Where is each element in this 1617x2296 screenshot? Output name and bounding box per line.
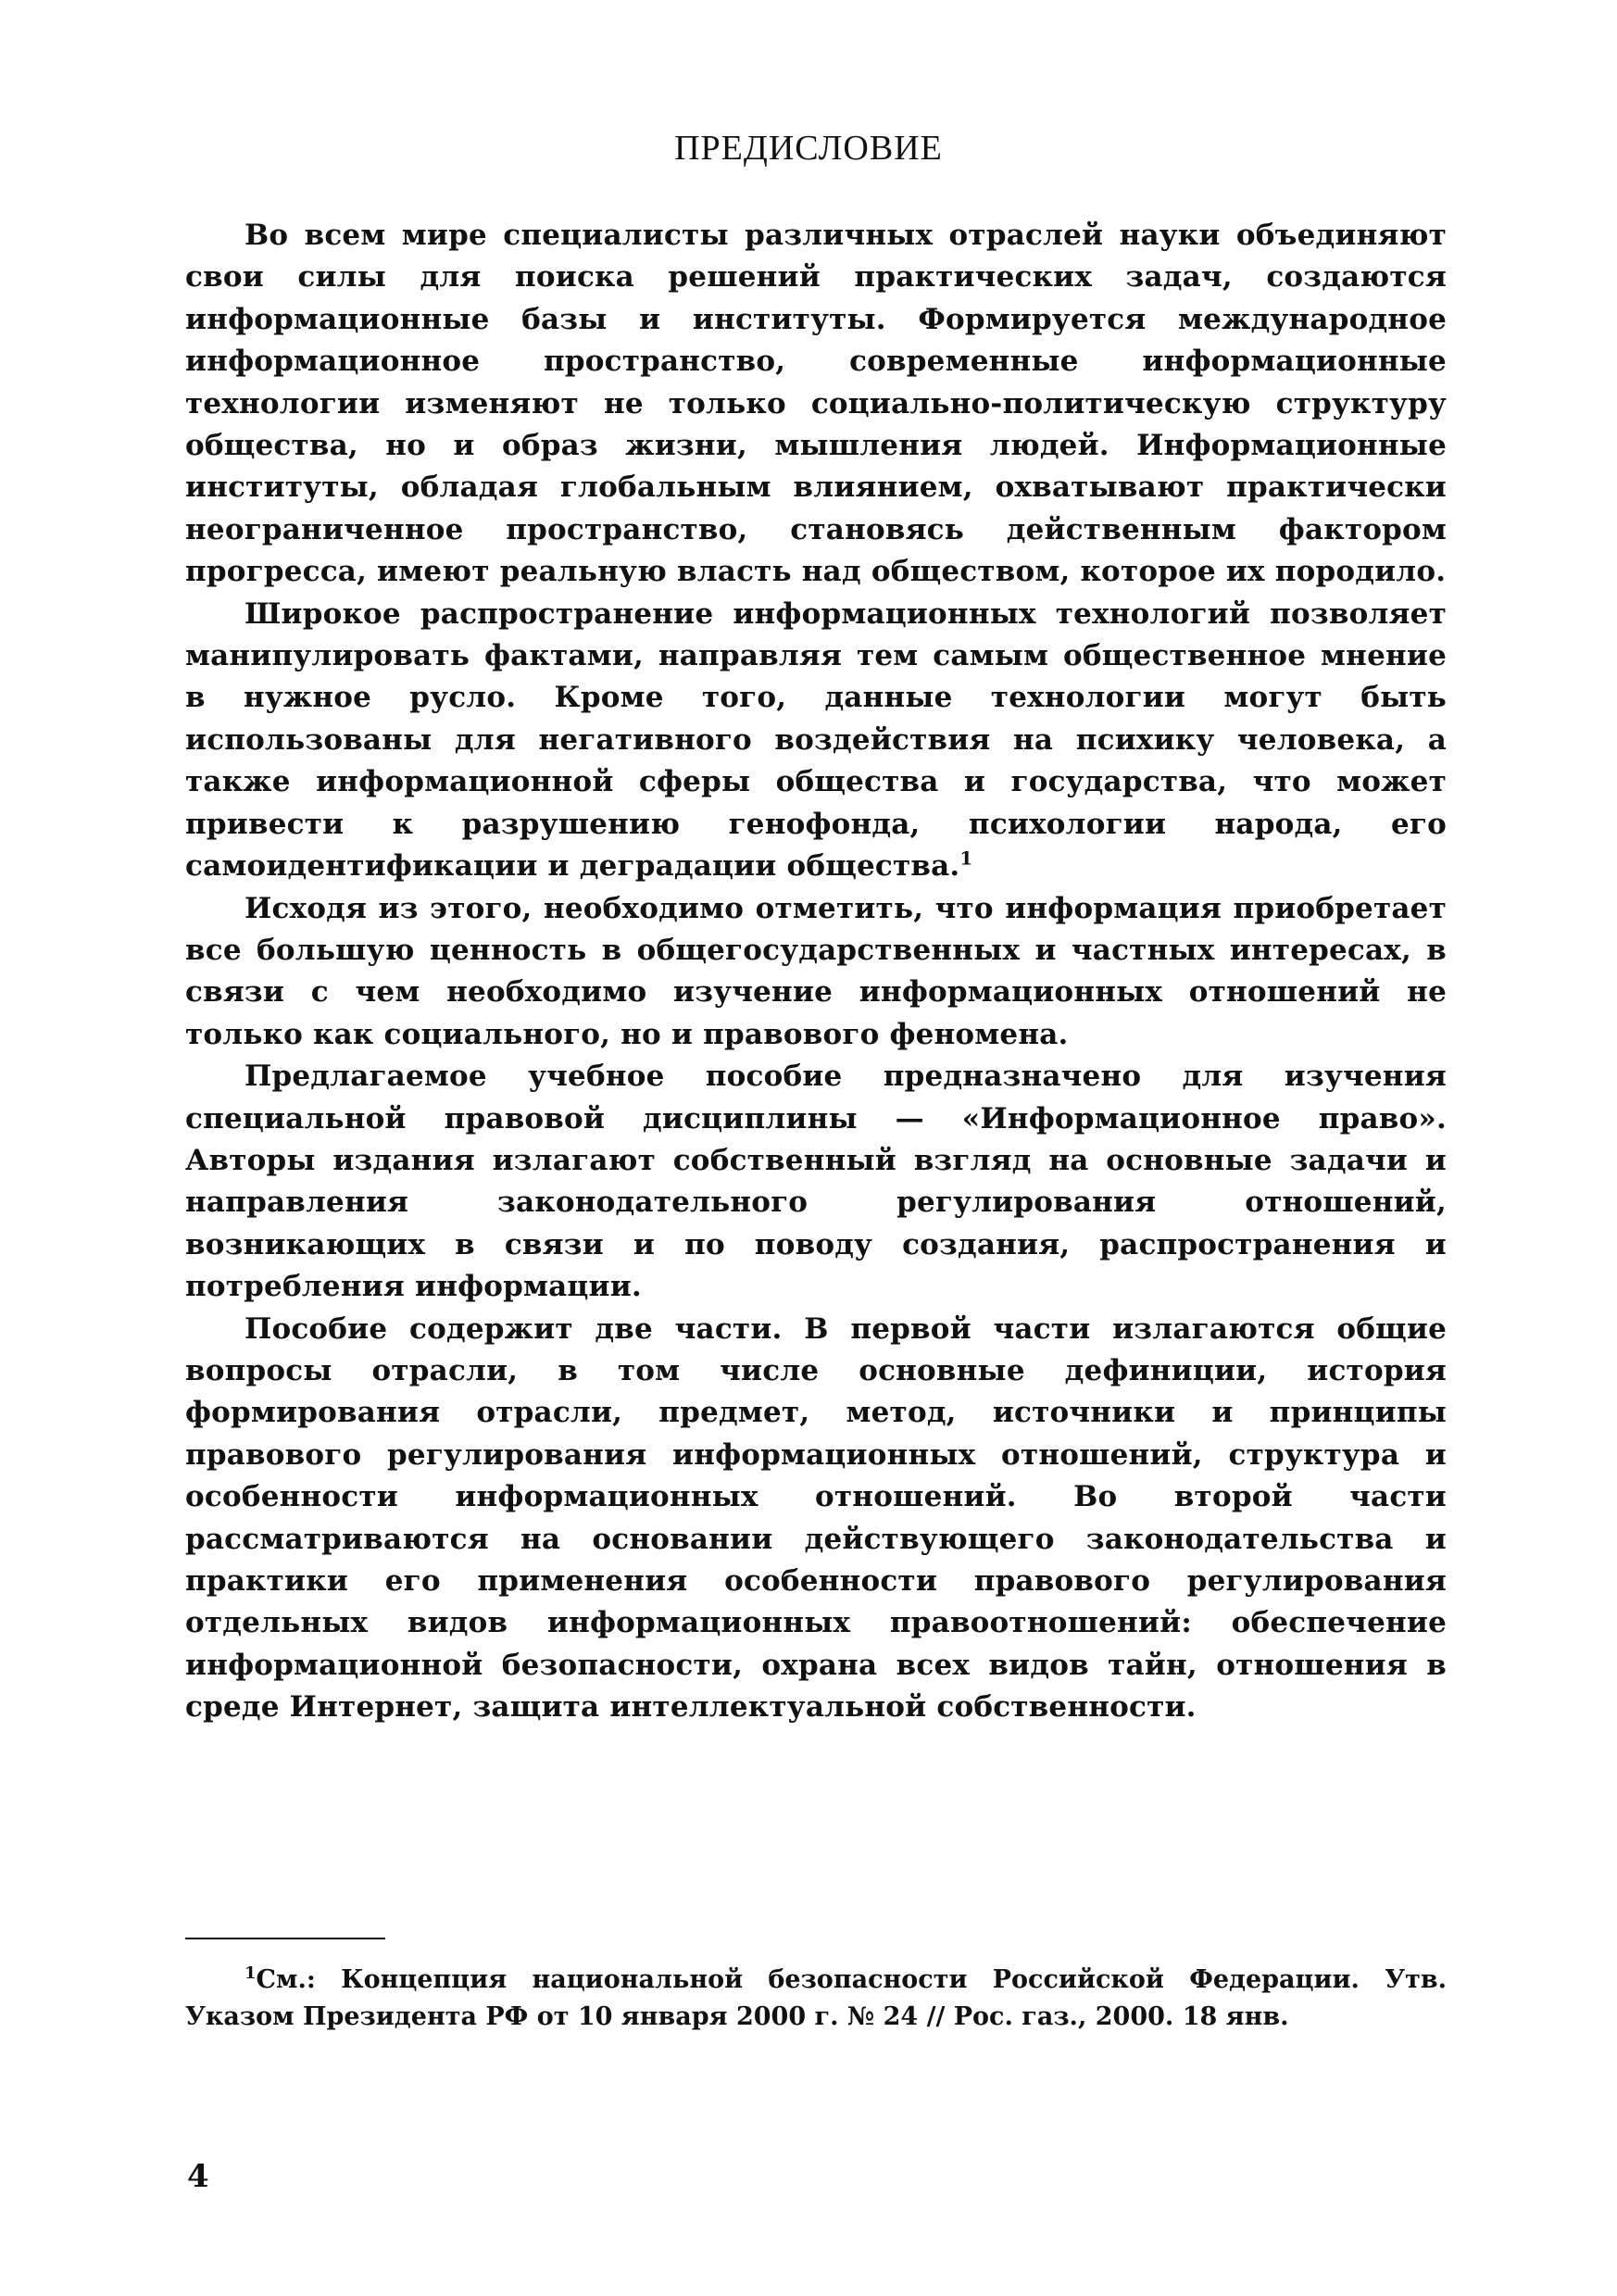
footnote xyxy=(185,1962,1447,2036)
body-text xyxy=(185,215,1447,1729)
footnote-text: См.: Концепция национальной безопасности Российской Федерации. Утв. Указом Президента РФ от 10 января 2000 г. № 24 // Рос. газ., 2000. 18 янв. xyxy=(185,1965,1447,2031)
paragraph-2 xyxy=(185,594,1447,888)
paragraph-2-text: Широкое распространение информационных технологий позволяет манипулировать фактами, направляя тем самым общественное мнение в нужное русло. Кроме того, данные технологии могут быть использованы для негативного воздействия на психику человека, а также информационной сферы общества и государства, что может привести к разрушению генофонда, психологии народа, его самоидентификации и деградации общества. xyxy=(185,596,1447,884)
footnote-mark: 1 xyxy=(244,1964,257,1983)
page-title: ПРЕДИСЛОВИЕ xyxy=(674,129,943,168)
paragraph-5: Пособие содержит две части. В первой части излагаются общие вопросы отрасли, в том числе основные дефиниции, история формирования отрасли, предмет, метод, источники и принципы правового регулирования информационных отношений, структура и особенности информационных отношений. Во второй части рассматриваются на основании действующего законодательства и практики его применения особенности правового регулирования отдельных видов информационных правоотношений: обеспечение информационной безопасности, охрана всех видов тайн, отношения в среде Интернет, защита интеллектуальной собственности. xyxy=(185,1311,1447,1725)
footnote-reference[interactable]: 1 xyxy=(959,847,973,870)
paragraph-4: Предлагаемое учебное пособие предназначено для изучения специальной правовой дисциплины — «Информационное право». Авторы издания излагают собственный взгляд на основные задачи и направления законодательного регулирования отношений, возникающих в связи и по поводу создания, распространения и потребления информации. xyxy=(185,1060,1447,1304)
footnote-divider xyxy=(185,1938,385,1939)
paragraph-1: Во всем мире специалисты различных отраслей науки объединяют свои силы для поиска решений практических задач, создаются информационные базы и институты. Формируется международное информационное пространство, современные информационные технологии изменяют не только социально-политическую структуру общества, но и образ жизни, мышления людей. Информационные институты, обладая глобальным влиянием, охватывают практически неограниченное пространство, становясь действенным фактором прогресса, имеют реальную власть над обществом, которое их породило. xyxy=(185,219,1447,589)
paragraph-3: Исходя из этого, необходимо отметить, что информация приобретает все большую ценность в общегосударственных и частных интересах, в связи с чем необходимо изучение информационных отношений не только как социального, но и правового феномена. xyxy=(185,891,1447,1051)
page-number: 4 xyxy=(187,2158,209,2195)
